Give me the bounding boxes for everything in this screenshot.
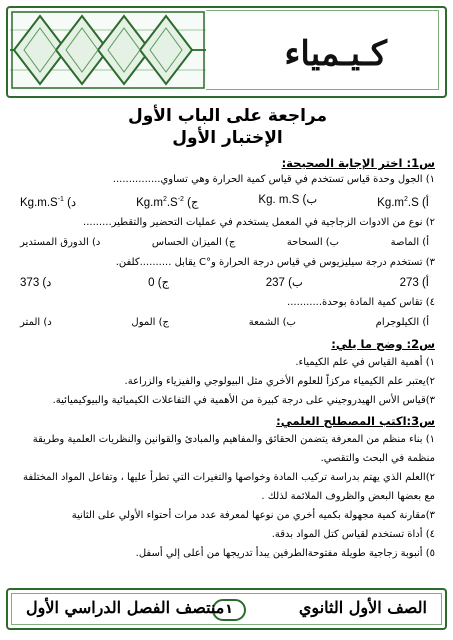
q1-item-3-options (20, 273, 435, 293)
q1-item-3-option-c: ج) 0 (148, 276, 169, 289)
q1-item-1-text: ١) الجول وحدة قياس تستخدم في قياس كمية الحرارة وهي تساوي............... (112, 174, 435, 185)
q1-item-2-options (20, 233, 435, 253)
q1-item-4-option-c: ج) المول (131, 316, 169, 328)
geometric-logo-art (10, 10, 206, 90)
footer-banner (6, 588, 447, 630)
q1-item-1-option-c: $Kg.m^2.S^{-2}$ (ج (136, 196, 199, 209)
q3-item-3: ٣)مقارنة كمية مجهولة بكميه أخري من نوعها لمعرفة عدد مرات أحتواء الأولي على الثانية (71, 509, 435, 521)
q1-item-1-option-a: $Kg.m^2.S$ (أ (377, 196, 429, 209)
footer-inner-frame (11, 593, 442, 625)
q2-item-1: ١) أهمية القياس في علم الكيمياء. (295, 356, 435, 368)
q1-item-1-option-b: Kg. m.S (ب (258, 194, 318, 206)
term-label: منتصف الفصل الدراسي الأول (26, 598, 225, 617)
page-number: ١ (212, 599, 246, 621)
question1-heading: س1: اختر الإجابة الصحيحة: (281, 156, 435, 170)
q1-item-4-option-b: ب) الشمعة (248, 316, 296, 328)
q1-item-1-option-d: $Kg.m.S^{-1}$ (د (20, 196, 77, 209)
q1-item-4-options (20, 313, 435, 333)
test-title: الإختبار الأول (172, 128, 283, 148)
q2-item-2: ٢)يعتبر علم الكيمياء مركزاً للعلوم الأخري مثل البيولوجي والفيزياء والزراعة. (124, 375, 435, 387)
review-title: مراجعة على الباب الأول (127, 106, 327, 126)
q1-item-3-option-b: ب) 237 (265, 276, 303, 289)
q1-item-2-option-d: د) الدورق المستدير (20, 236, 101, 248)
main-content (20, 100, 435, 563)
q1-item-2-option-b: ب) السحاحة (286, 236, 340, 248)
q1-item-2-text: ٢) نوع من الادوات الزجاجية في المعمل يستخدم في عمليات التحضير والتقطير......... (83, 216, 435, 228)
q1-item-2-option-a: أ) الماصة (390, 236, 429, 248)
q1-item-1-options (20, 190, 435, 213)
q1-item-3-option-a: أ) 273 (399, 276, 429, 289)
header-banner (6, 6, 447, 98)
question3-heading: س3:اكتب المصطلح العلمي: (276, 413, 435, 428)
q2-item-3: ٣)قياس الأس الهيدروجيني على درجة كبيرة من الأهمية في التفاعلات الكيميائية والبيوكيميائية. (52, 394, 435, 406)
question2-heading: س2: وضح ما يلي: (331, 336, 435, 351)
q1-item-2-option-c: ج) الميزان الحساس (151, 236, 236, 248)
q3-item-1: ١) بناء منظم من المعرفة يتضمن الحقائق والمفاهيم والمبادئ والقوانين والنظريات العلمية وطريقة منظمة في البحث والتقصي. (32, 433, 435, 464)
grade-label: الصف الأول الثانوي (298, 598, 427, 617)
q3-item-4: ٤) أداة تستخدم لقياس كتل المواد بدقة. (271, 528, 435, 540)
q1-item-3-option-d: د) 373 (20, 276, 52, 289)
q1-item-3-text: ٣) تستخدم درجة سيليزيوس في قياس درجة الحرارة و°C يقابل ..........كلفن. (115, 256, 435, 268)
q1-item-4-option-a: أ) الكيلوجرام (375, 316, 429, 328)
q3-item-5: ٥) أنبوبة زجاجية طويلة مفتوحةالطرفين يبدأ تدريجها من أعلى إلي أسفل. (135, 547, 435, 559)
q1-item-4-option-d: د) المتر (20, 316, 52, 328)
q3-item-2: ٢)العلم الذي يهتم بدراسة تركيب المادة وخواصها والتغيرات التي تطرأ عليها ، وتفاعل المواد المختلفة مع بعضها البعض والظروف الملائمة لذلك . (22, 471, 435, 502)
q1-item-4-text: ٤) تقاس كمية المادة بوحدة........... (287, 296, 435, 308)
subject-title: كـيـمياء (284, 34, 387, 74)
